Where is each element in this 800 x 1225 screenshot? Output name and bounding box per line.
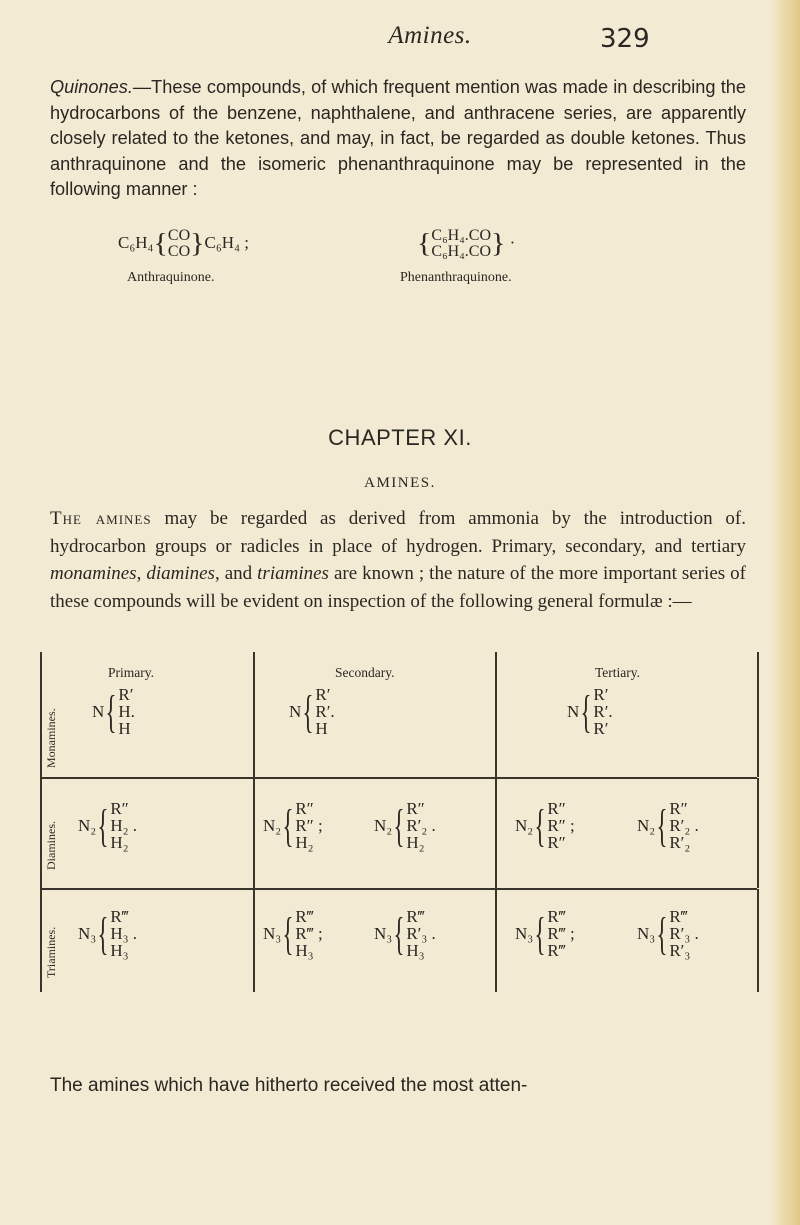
- formula-part: C₆H₄: [118, 232, 154, 252]
- table-rule: [757, 652, 759, 777]
- formula-line: R‴: [669, 907, 688, 926]
- formula-line: R′₃ .: [406, 924, 436, 943]
- col-header-primary: Primary.: [108, 665, 154, 680]
- formula-line: R′₂: [669, 833, 691, 852]
- closing-line: The amines which have hitherto received the most atten-: [50, 1075, 528, 1096]
- quinones-lead: Quinones.: [50, 77, 133, 97]
- formula-line: R″: [547, 799, 566, 818]
- formula-line: R′: [118, 685, 134, 704]
- formula-line: H: [118, 719, 131, 738]
- formula-tri-secondary-a: N₃{R‴ R‴ ; H₃: [263, 907, 323, 960]
- formula-di-tertiary-a: N₂{R″ R″ ; R″: [515, 799, 575, 852]
- table-rule: [495, 889, 497, 992]
- formula-line: R″ ;: [547, 816, 575, 835]
- formula-line: R″: [406, 799, 425, 818]
- table-rule: [757, 889, 759, 992]
- formula-line: R‴: [110, 907, 129, 926]
- formula-line: R″: [669, 799, 688, 818]
- quinones-paragraph: [50, 75, 746, 203]
- formula-line: R‴ ;: [295, 924, 323, 943]
- formula-n: N₃: [263, 923, 282, 943]
- formula-line: R″: [295, 799, 314, 818]
- col-header-tertiary: Tertiary.: [595, 665, 641, 680]
- page-number: 329: [600, 24, 650, 54]
- running-header: [0, 22, 800, 54]
- table-rule: [40, 652, 42, 777]
- formula-mono-tertiary: N{R′ R′. R′: [567, 685, 613, 738]
- table-rule: [495, 652, 497, 777]
- formula-tri-primary: N₃{R‴ H₃ . H₃: [78, 907, 138, 960]
- term-triamines: triamines: [257, 563, 329, 584]
- formula-tri-tertiary-b: N₃{R‴ R′₃ . R′₃: [637, 907, 699, 960]
- formula-line: H₃ .: [110, 924, 138, 943]
- formula-line: H₂: [295, 833, 314, 852]
- chapter-subtitle: AMINES.: [364, 475, 436, 491]
- formula-line: R′.: [315, 702, 335, 721]
- row-label-monamines: Monamines.: [44, 708, 58, 768]
- formula-line: H₃: [110, 941, 129, 960]
- amines-text: may be regarded as derived from ammonia by the introduction of. hydrocarbon groups or radicles in place of hydrogen. Primary, secondary, and tertiary: [50, 508, 746, 557]
- formula-n: N₂: [637, 815, 656, 835]
- formula-part: C₆H₄.CO: [431, 227, 492, 244]
- formula-n: N₂: [515, 815, 534, 835]
- amines-lead: The amines: [50, 508, 152, 529]
- phenanthraquinone-formula: {C₆H₄.CO C₆H₄.CO} ·: [417, 227, 516, 260]
- amines-text: , and: [214, 563, 258, 584]
- formula-line: H₃: [295, 941, 314, 960]
- running-title: Amines.: [388, 22, 472, 49]
- term-monamines: monamines: [50, 563, 137, 584]
- table-rule: [40, 888, 757, 890]
- formula-part: C₆H₄ ;: [204, 232, 249, 252]
- col-header-secondary: Secondary.: [335, 665, 395, 680]
- page-edge: [770, 0, 800, 1225]
- amines-paragraph: [50, 505, 746, 615]
- formula-part: C₆H₄.CO: [431, 243, 492, 260]
- formula-line: R′₃ .: [669, 924, 699, 943]
- formula-di-primary: N₂{R″ H₂ . H₂: [78, 799, 138, 852]
- formula-line: R′: [315, 685, 331, 704]
- formula-line: R′₂ .: [406, 816, 436, 835]
- table-rule: [757, 778, 759, 888]
- formula-line: H₂ .: [110, 816, 138, 835]
- formula-n: N₂: [263, 815, 282, 835]
- formula-line: R‴ ;: [547, 924, 575, 943]
- anthraquinone-caption: Anthraquinone.: [127, 270, 215, 285]
- amines-text: are known ; the nature of the more important series of these compounds will be evident on inspection of the following general formulæ :—: [50, 563, 747, 612]
- formula-line: R″: [547, 833, 566, 852]
- formula-line: R′: [593, 719, 609, 738]
- formula-line: R′: [593, 685, 609, 704]
- quinones-text: —These compounds, of which frequent mention was made in describing the hydrocarbons of the benzene, naphthalene, and anthracene series, are apparently closely related to the ketones, and may, in fact, be regarded as double ketones. Thus anthraquinone and the isomeric phenanthraquinone may be represented in the following manner :: [50, 77, 746, 199]
- formula-line: R″: [110, 799, 129, 818]
- table-rule: [40, 889, 42, 992]
- formula-line: R′₂ .: [669, 816, 699, 835]
- anthraquinone-formula: C₆H₄{CO CO}C₆H₄ ;: [118, 227, 249, 260]
- chapter-title: CHAPTER XI.: [328, 425, 472, 450]
- formula-n: N₃: [515, 923, 534, 943]
- formula-mono-secondary: N{R′ R′. H: [289, 685, 335, 738]
- table-rule: [253, 652, 255, 777]
- formula-n: N₃: [78, 923, 97, 943]
- formula-tri-tertiary-a: N₃{R‴ R‴ ; R‴: [515, 907, 575, 960]
- table-rule: [253, 889, 255, 992]
- table-rule: [40, 777, 757, 779]
- row-label-diamines: Diamines.: [44, 821, 58, 870]
- formula-line: H.: [118, 702, 135, 721]
- formula-di-tertiary-b: N₂{R″ R′₂ . R′₂: [637, 799, 699, 852]
- formula-line: R′.: [593, 702, 613, 721]
- table-rule: [253, 778, 255, 888]
- formula-n: N₃: [374, 923, 393, 943]
- table-rule: [40, 778, 42, 888]
- formula-line: R‴: [547, 907, 566, 926]
- phenanthraquinone-caption: Phenanthraquinone.: [400, 270, 512, 285]
- formula-line: H₂: [110, 833, 129, 852]
- formula-n: N₂: [78, 815, 97, 835]
- formula-mono-primary: N{R′ H. H: [92, 685, 135, 738]
- quinone-formulas: [0, 228, 800, 328]
- formula-part: CO: [167, 227, 191, 244]
- row-label-triamines: Triamines.: [44, 926, 58, 978]
- formula-line: R′₃: [669, 941, 691, 960]
- term-diamines: diamines: [146, 563, 215, 584]
- formula-line: R‴: [295, 907, 314, 926]
- amines-text: ,: [136, 563, 147, 584]
- formula-line: H₂: [406, 833, 425, 852]
- formula-n: N₂: [374, 815, 393, 835]
- formula-line: R″ ;: [295, 816, 323, 835]
- table-rule: [495, 778, 497, 888]
- formula-n: N: [92, 701, 105, 721]
- formula-line: H₃: [406, 941, 425, 960]
- formula-n: N₃: [637, 923, 656, 943]
- formula-n: N: [567, 701, 580, 721]
- formula-di-secondary-b: N₂{R″ R′₂ . H₂: [374, 799, 436, 852]
- formula-tri-secondary-b: N₃{R‴ R′₃ . H₃: [374, 907, 436, 960]
- formula-line: R‴: [406, 907, 425, 926]
- formula-part: ·: [509, 232, 516, 252]
- formula-n: N: [289, 701, 302, 721]
- formula-line: H: [315, 719, 328, 738]
- formula-line: R‴: [547, 941, 566, 960]
- formula-part: CO: [167, 243, 191, 260]
- formula-di-secondary-a: N₂{R″ R″ ; H₂: [263, 799, 323, 852]
